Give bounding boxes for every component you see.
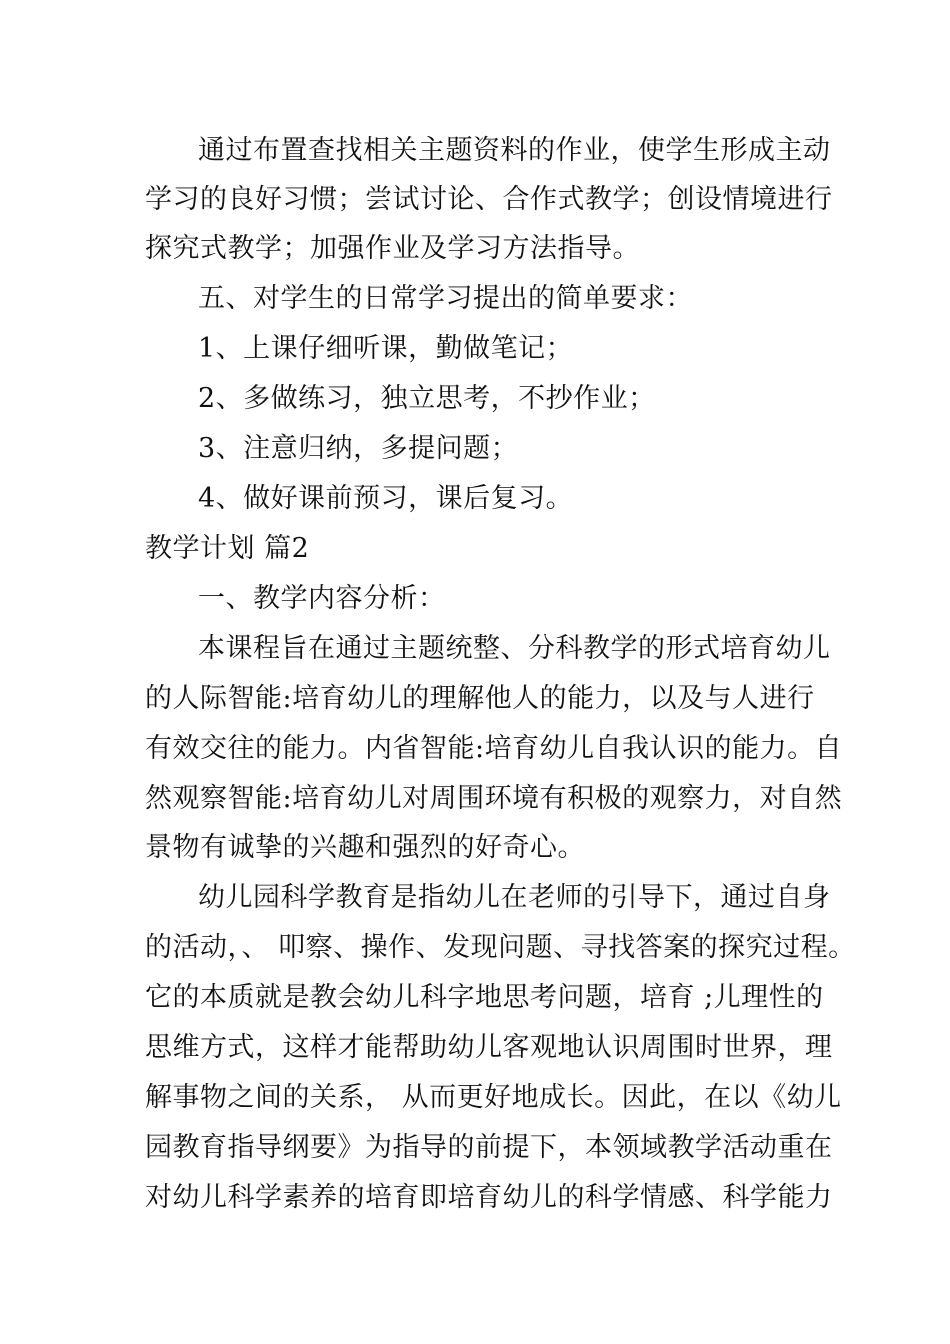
paragraph-line-1: 通过布置查找相关主题资料的作业，使学生形成主动	[198, 135, 831, 166]
paragraph-line-14: 园教育指导纲要》为指导的前提下，本领域教学活动重在	[145, 1132, 833, 1163]
paragraph-line-13: 解事物之间的关系， 从而更好地成长。因此，在以《幼儿	[145, 1082, 842, 1113]
list-item-2: 2、多做练习，独立思考，不抄作业；	[198, 383, 656, 414]
paragraph-line-6: 有效交往的能力。内省智能:培育幼儿自我认识的能力。自	[145, 733, 843, 764]
paragraph-line-2: 学习的良好习惯；尝试讨论、合作式教学；创设情境进行	[145, 184, 833, 215]
paragraph-line-12: 思维方式，这样才能帮助幼儿客观地认识周围时世界，理	[145, 1032, 833, 1063]
paragraph-line-8: 景物有诚挚的兴趣和强烈的好奇心。	[145, 832, 585, 863]
paragraph-line-5: 的人际智能:培育幼儿的理解他人的能力，以及与人进行	[145, 683, 815, 714]
section-heading-5: 五、对学生的日常学习提出的简单要求：	[198, 283, 693, 314]
paragraph-line-4: 本课程旨在通过主题统整、分科教学的形式培育幼儿	[198, 633, 831, 664]
list-item-3: 3、注意归纳，多提问题；	[198, 433, 519, 464]
list-item-1: 1、上课仔细听课，勤做笔记；	[198, 333, 574, 364]
paragraph-line-10: 的活动，、 叩察、操作、发现问题、寻找答案的探究过程。	[145, 932, 856, 963]
paragraph-line-11: 它的本质就是教会幼儿科字地思考问题，培育 ;儿理性的	[145, 982, 824, 1013]
plan-title: 教学计划 篇2	[145, 533, 310, 564]
list-item-4: 4、做好课前预习，课后复习。	[198, 483, 574, 514]
paragraph-line-7: 然观察智能:培育幼儿对周围环境有积极的观察力，对自然	[145, 783, 843, 814]
paragraph-line-9: 幼儿园科学教育是指幼儿在老师的引导下，通过自身	[198, 882, 831, 913]
section-heading-1: 一、教学内容分析：	[198, 583, 446, 614]
paragraph-line-15: 对幼儿科学素养的培育即培育幼儿的科学情感、科学能力	[145, 1182, 833, 1213]
paragraph-line-3: 探究式教学；加强作业及学习方法指导。	[145, 233, 640, 264]
